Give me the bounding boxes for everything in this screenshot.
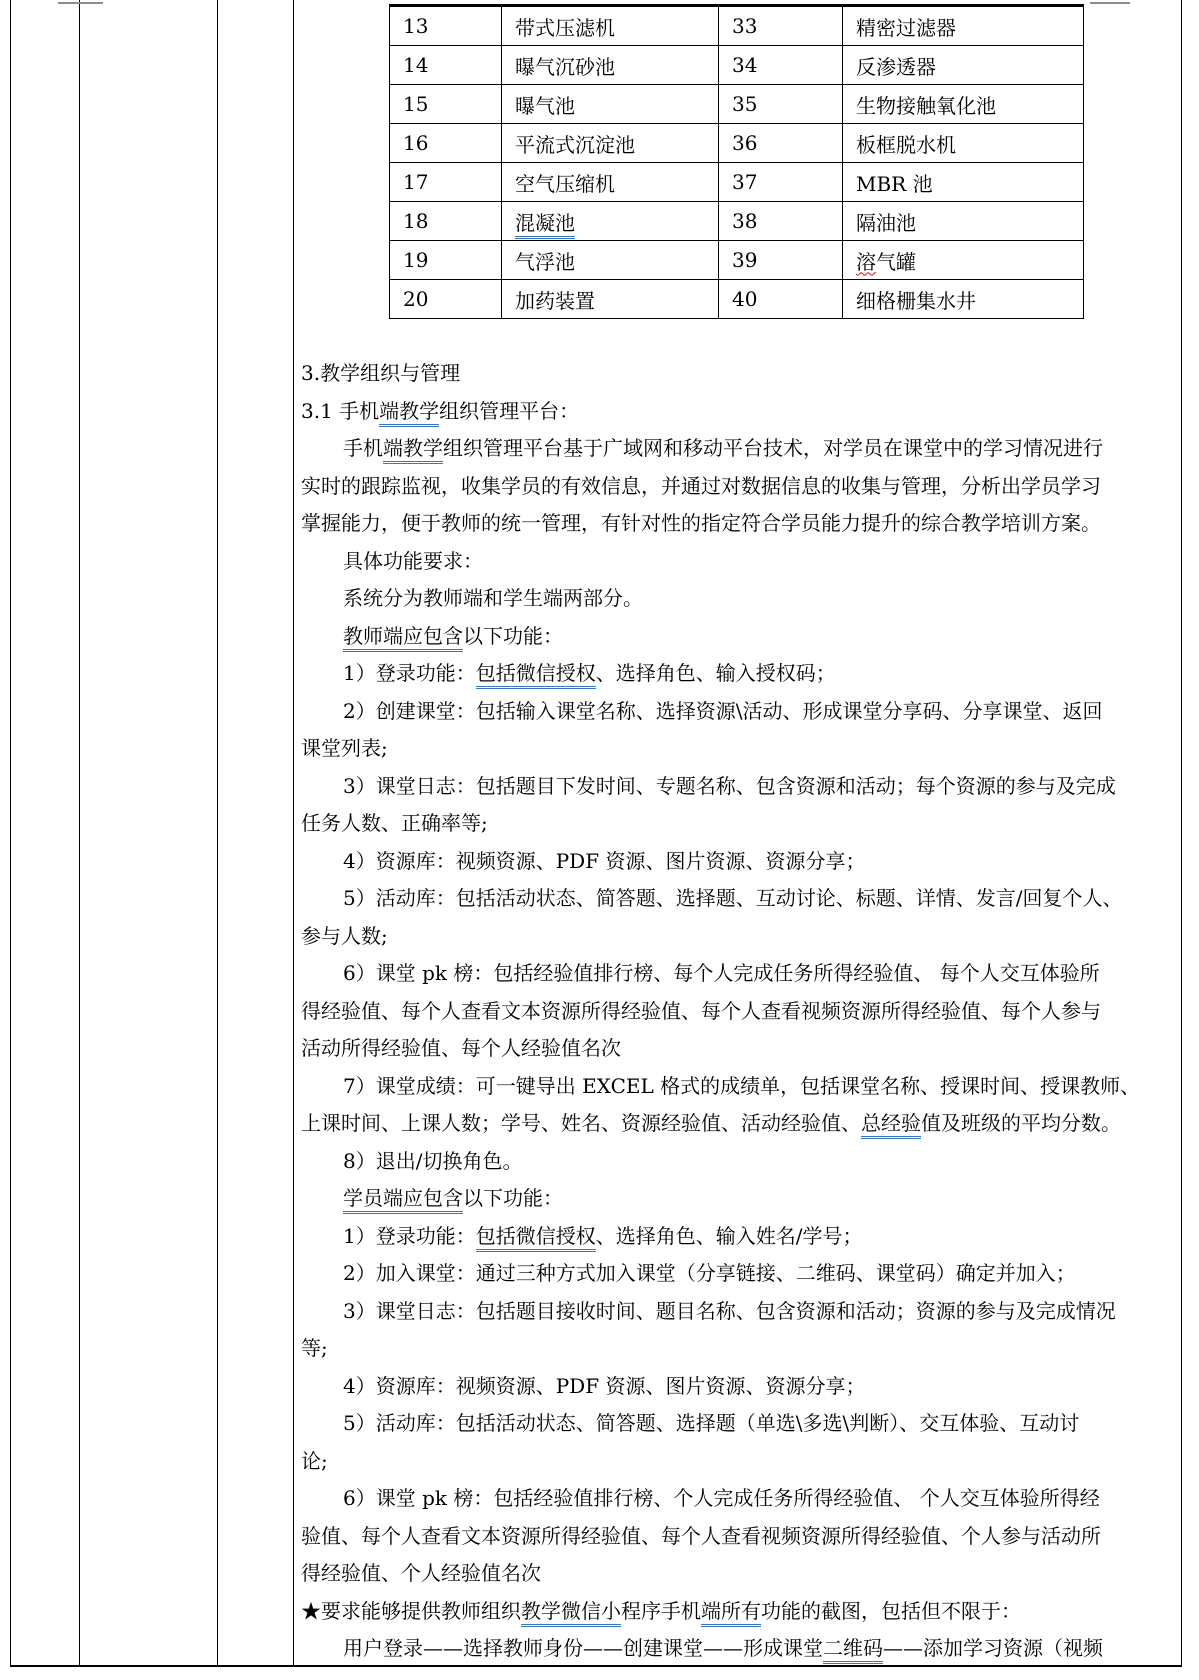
text-segment: 20: [403, 287, 429, 311]
text-line: [301, 1523, 1101, 1550]
text-segment: 38: [732, 209, 758, 233]
text-segment: 39: [732, 248, 758, 272]
text-segment: 组织管理平台：: [439, 398, 580, 423]
text-segment: 精密过滤器: [856, 15, 956, 40]
text-line: [343, 885, 1122, 912]
text-segment: 1）登录功能：: [343, 661, 476, 685]
text-segment: 以下功能：: [463, 1186, 563, 1210]
text-segment: 8）退出/切换角色。: [343, 1148, 523, 1173]
text-segment: 板框脱水机: [856, 132, 956, 157]
text-segment: ★要求能够提供教师组织: [301, 1598, 521, 1623]
text-segment: 3.1 手机: [301, 398, 380, 423]
text-segment: 6）课堂 pk 榜：包括经验值排行榜、每个人完成任务所得经验值、 每个人交互体验所: [343, 961, 1100, 985]
text-segment: 2）加入课堂：通过三种方式加入课堂（分享链接、二维码、课堂码）确定并加入；: [343, 1261, 1076, 1285]
text-segment: 5）活动库：包括活动状态、简答题、选择题（单选\多选\判断）、交互体验、互动讨: [343, 1411, 1080, 1435]
text-segment: 验值、每个人查看文本资源所得经验值、每个人查看视频资源所得经验值、个人参与活动所: [301, 1523, 1101, 1548]
text-segment: 、选择角色、输入授权码；: [595, 661, 836, 685]
text-line: [301, 398, 579, 425]
text-line: [301, 1035, 621, 1062]
text-line: [343, 548, 483, 575]
spellcheck-underlined-text: 溶: [856, 249, 876, 274]
text-line: [343, 698, 1102, 725]
text-segment: 用户登录——选择教师身份——创建课堂——形成课堂: [343, 1636, 823, 1660]
text-line: [343, 960, 1100, 987]
text-segment: 13: [403, 14, 429, 38]
text-segment: 活动所得经验值、每个人经验值名次: [301, 1036, 621, 1060]
text-segment: 16: [403, 131, 429, 155]
text-segment: 1）登录功能：: [343, 1223, 476, 1248]
text-segment: 18: [403, 209, 429, 233]
text-segment: 得经验值、个人经验值名次: [301, 1561, 541, 1585]
text-line: [343, 1485, 1100, 1512]
text-line: [343, 1185, 563, 1212]
grammar-underlined-text: 混凝池: [515, 211, 575, 239]
grammar-underlined-text: 端教学: [379, 399, 439, 427]
text-segment: 具体功能要求：: [343, 548, 483, 573]
text-segment: 带式压滤机: [515, 15, 615, 40]
text-segment: 反渗透器: [856, 54, 936, 79]
text-segment: 任务人数、正确率等;: [301, 811, 488, 835]
text-line: [343, 623, 563, 650]
grammar-underlined-text: 教学微信小: [521, 1599, 621, 1627]
outer-table-border-left: [10, 0, 11, 1667]
text-line: [343, 1073, 1140, 1100]
text-segment: 40: [732, 287, 758, 311]
text-segment: 隔油池: [856, 210, 916, 235]
text-line: [343, 435, 1103, 462]
text-segment: 参与人数;: [301, 923, 388, 948]
text-segment: 36: [732, 131, 758, 155]
text-line: [343, 773, 1116, 800]
outer-table-column-rule-1: [79, 0, 80, 1667]
grammar-underlined-text: 包括微信授权: [476, 1224, 596, 1252]
text-line: [301, 473, 1101, 500]
text-segment: 3）课堂日志：包括题目接收时间、题目名称、包含资源和活动；资源的参与及完成情况: [343, 1298, 1116, 1323]
text-line: [343, 1298, 1116, 1325]
text-segment: 曝气池: [515, 93, 575, 118]
text-line: [301, 360, 460, 387]
text-segment: 值及班级的平均分数。: [921, 1111, 1121, 1135]
text-segment: 细格栅集水井: [856, 288, 976, 313]
text-line: [301, 1335, 328, 1362]
text-segment: 气罐: [876, 249, 916, 274]
text-segment: 程序手机: [621, 1598, 701, 1623]
text-segment: 气浮池: [515, 249, 575, 274]
text-line: [301, 1598, 1021, 1625]
grammar-underlined-text: 端所有: [701, 1599, 761, 1627]
text-segment: 系统分为教师端和学生端两部分。: [343, 586, 643, 610]
text-segment: 33: [732, 14, 758, 38]
text-segment: 空气压缩机: [515, 171, 615, 196]
text-segment: 19: [403, 248, 429, 272]
text-segment: 15: [403, 92, 429, 116]
text-line: [343, 848, 865, 875]
text-line: [343, 585, 643, 612]
text-segment: 论;: [301, 1448, 328, 1473]
text-segment: 曝气沉砂池: [515, 54, 615, 79]
text-segment: 组织管理平台基于广域网和移动平台技术，对学员在课堂中的学习情况进行: [443, 436, 1103, 460]
text-line: [343, 1410, 1079, 1437]
document-body: [293, 0, 1182, 1667]
text-segment: 、选择角色、输入姓名/学号；: [595, 1223, 863, 1248]
text-segment: 功能的截图，包括但不限于：: [761, 1598, 1021, 1623]
text-segment: 2）创建课堂：包括输入课堂名称、选择资源\活动、形成课堂分享码、分享课堂、返回: [343, 698, 1103, 723]
text-line: [301, 510, 1101, 537]
page-edge-artifact: [58, 2, 103, 4]
text-line: [343, 1373, 865, 1400]
text-segment: 35: [732, 92, 758, 116]
text-segment: 7）课堂成绩：可一键导出 EXCEL 格式的成绩单，包括课堂名称、授课时间、授课教师、: [343, 1073, 1141, 1098]
text-segment: 6）课堂 pk 榜：包括经验值排行榜、个人完成任务所得经验值、 个人交互体验所得经: [343, 1486, 1100, 1510]
text-segment: 34: [732, 53, 758, 77]
grammar-underlined-text: 教师端应包含: [343, 624, 463, 652]
grammar-underlined-text: 包括微信授权: [476, 661, 596, 689]
text-line: [301, 998, 1101, 1025]
text-segment: 5）活动库：包括活动状态、简答题、选择题、互动讨论、标题、详情、发言/回复个人、: [343, 886, 1123, 910]
grammar-underlined-text: 学员端应包含: [343, 1186, 463, 1214]
outer-table-column-rule-2: [217, 0, 218, 1667]
text-line: [301, 1560, 541, 1587]
text-line: [301, 735, 388, 762]
text-segment: 3）课堂日志：包括题目下发时间、专题名称、包含资源和活动；每个资源的参与及完成: [343, 773, 1116, 798]
grammar-underlined-text: 二维码: [823, 1636, 883, 1664]
text-segment: MBR 池: [856, 171, 933, 196]
text-segment: ——添加学习资源（视频: [883, 1636, 1103, 1660]
text-segment: 14: [403, 53, 429, 77]
grammar-underlined-text: 总经验: [861, 1111, 921, 1139]
text-segment: 课堂列表;: [301, 736, 388, 760]
text-segment: 平流式沉淀池: [515, 132, 635, 157]
text-segment: 3.教学组织与管理: [301, 361, 461, 385]
text-segment: 手机: [343, 436, 383, 460]
text-segment: 4）资源库：视频资源、PDF 资源、图片资源、资源分享；: [343, 848, 866, 873]
text-line: [301, 1448, 328, 1475]
text-line: [343, 660, 836, 687]
text-segment: 掌握能力，便于教师的统一管理，有针对性的指定符合学员能力提升的综合教学培训方案。: [301, 511, 1101, 535]
text-segment: 得经验值、每个人查看文本资源所得经验值、每个人查看视频资源所得经验值、每个人参与: [301, 998, 1101, 1023]
text-segment: 37: [732, 170, 758, 194]
text-segment: 实时的跟踪监视，收集学员的有效信息，并通过对数据信息的收集与管理，分析出学员学习: [301, 473, 1101, 498]
text-line: [343, 1260, 1076, 1287]
text-segment: 以下功能：: [463, 623, 563, 648]
text-segment: 生物接触氧化池: [856, 93, 996, 118]
grammar-underlined-text: 端教学: [383, 436, 443, 464]
text-line: [343, 1223, 862, 1250]
text-segment: 加药装置: [515, 288, 595, 313]
text-segment: 等;: [301, 1336, 328, 1360]
text-segment: 17: [403, 170, 429, 194]
text-line: [343, 1635, 1103, 1662]
text-line: [301, 1110, 1121, 1137]
text-segment: 上课时间、上课人数；学号、姓名、资源经验值、活动经验值、: [301, 1111, 861, 1135]
text-line: [301, 923, 388, 950]
text-line: [343, 1148, 522, 1175]
text-segment: 4）资源库：视频资源、PDF 资源、图片资源、资源分享；: [343, 1373, 866, 1398]
text-line: [301, 810, 488, 837]
